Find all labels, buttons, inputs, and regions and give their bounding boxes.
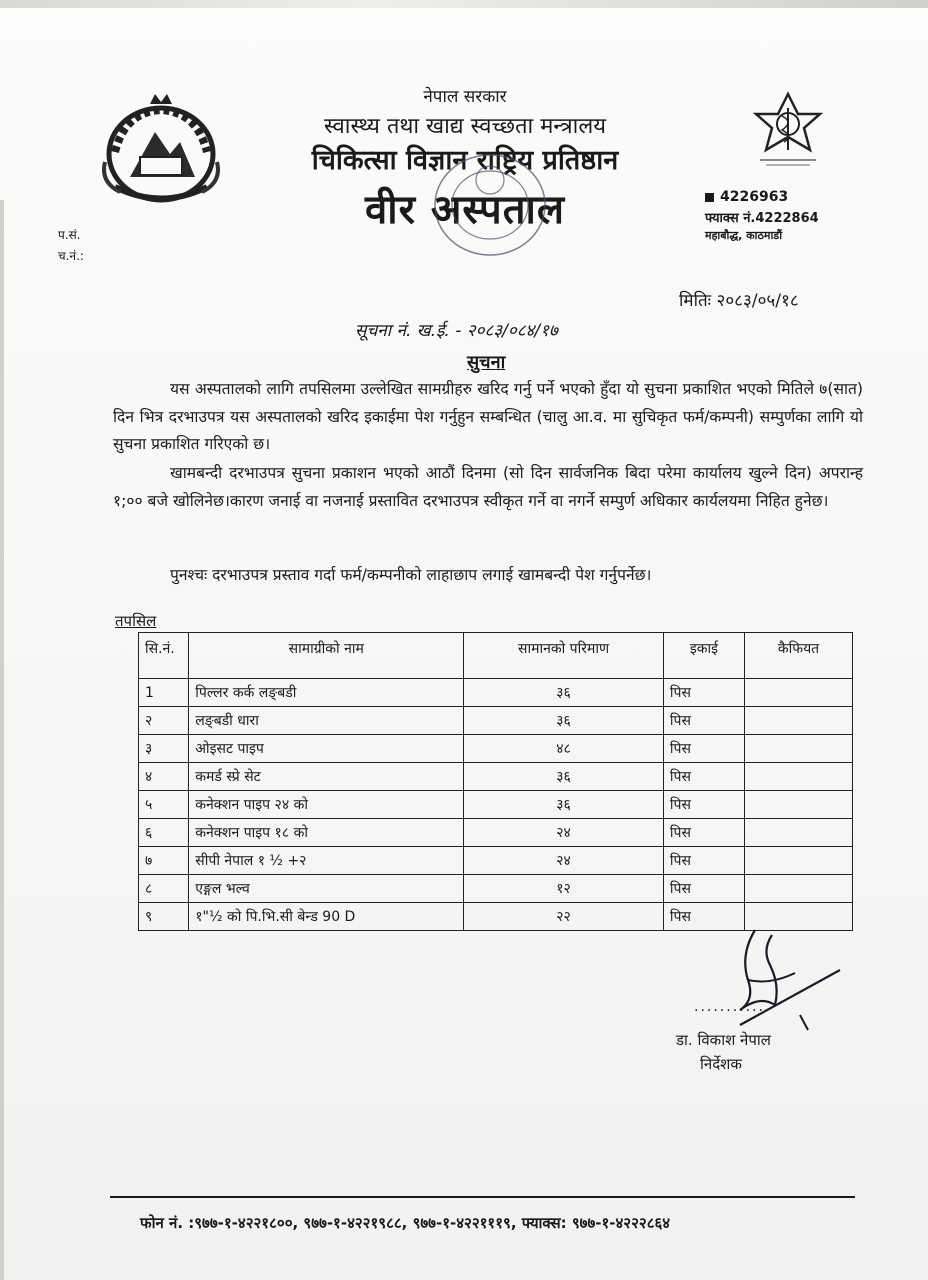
- cell-unit: पिस: [663, 707, 744, 735]
- table-row: [139, 763, 853, 791]
- table-row: [139, 679, 853, 707]
- cell-qty: ३६: [464, 679, 664, 707]
- table-caption: तपसिल: [115, 612, 157, 630]
- cell-unit: पिस: [663, 875, 744, 903]
- table-header-row: [139, 633, 853, 679]
- signatory-title: निर्देशक: [700, 1055, 742, 1073]
- notice-title: सुचना: [467, 352, 506, 373]
- header-ministry: स्वास्थ्य तथा खाद्य स्वच्छता मन्त्रालय: [323, 114, 607, 139]
- notice-number: सूचना नं. ख.ई. - २०८३/०८४/१७: [355, 321, 558, 341]
- scan-edge-top: [0, 0, 928, 8]
- cell-qty: ३६: [464, 707, 664, 735]
- header-unit: इकाई: [663, 633, 744, 679]
- phone-icon: [705, 193, 714, 202]
- office-stamp-icon: [430, 150, 550, 260]
- cell-remark: [745, 763, 853, 791]
- footer-divider: [110, 1196, 855, 1198]
- cell-name: ओइसट पाइप: [189, 735, 464, 763]
- signatory-name: डा. विकाश नेपाल: [676, 1031, 771, 1049]
- cell-name: सीपी नेपाल १ ½ +२: [189, 847, 464, 875]
- footer-contact: फोन नं. :९७७-१-४२२१८००, ९७७-१-४२२१९८८, ९७७-१-४२२१११९, फ्याक्स: ९७७-१-४२२२८६४: [140, 1214, 671, 1232]
- cell-sn: 1: [139, 679, 189, 707]
- paragraph-postscript: पुनश्चः दरभाउपत्र प्रस्ताव गर्दा फर्म/कम्पनीको लाहाछाप लगाई खामबन्दी पेश गर्नुपर्नेछ।: [170, 566, 652, 584]
- contact-phone-number: 4226963: [720, 189, 789, 205]
- paragraph-1: यस अस्पतालको लागि तपसिलमा उल्लेखित सामग्रीहरु खरिद गर्नु पर्ने भएको हुँदा यो सुचना प्रकाशित भएको मितिले ७(सात) दिन भित्र दरभाउपत्र यस अस्पतालको खरिद इकाईमा पेश गर्नुहुन सम्बन्धित (चालु आ.व. मा सुचिकृत फर्म/कम्पनी) सम्पुर्णका लागि यो सुचना प्रकाशित गरिएको छ।: [113, 380, 863, 453]
- scan-edge-left: [0, 200, 4, 1280]
- table-row: [139, 819, 853, 847]
- header-remark: कैफियत: [745, 633, 853, 679]
- cell-qty: ४८: [464, 735, 664, 763]
- cell-name: कनेक्शन पाइप २४ को: [189, 791, 464, 819]
- header-qty: सामानको परिमाण: [464, 633, 664, 679]
- items-table: [138, 632, 853, 931]
- cell-unit: पिस: [663, 791, 744, 819]
- cell-qty: २४: [464, 847, 664, 875]
- table-row: [139, 707, 853, 735]
- reference-chn: च.नं.:: [58, 249, 84, 263]
- cell-remark: [745, 819, 853, 847]
- institute-emblem-icon: [748, 90, 828, 170]
- cell-remark: [745, 875, 853, 903]
- cell-unit: पिस: [663, 763, 744, 791]
- cell-sn: ५: [139, 791, 189, 819]
- table-row: [139, 875, 853, 903]
- letter-date: मितिः २०८३/०५/१८: [679, 291, 799, 311]
- cell-unit: पिस: [663, 847, 744, 875]
- cell-remark: [745, 679, 853, 707]
- reference-ps: प.सं.: [58, 228, 81, 242]
- cell-unit: पिस: [663, 735, 744, 763]
- cell-sn: ३: [139, 735, 189, 763]
- cell-sn: ४: [139, 763, 189, 791]
- cell-name: कमर्ड स्प्रे सेट: [189, 763, 464, 791]
- paragraph-2: खामबन्दी दरभाउपत्र सुचना प्रकाशन भएको आठौं दिनमा (सो दिन सार्वजनिक बिदा परेमा कार्यालय खुल्ने दिन) अपरान्ह १;०० बजे खोलिनेछ।कारण जनाई वा नजनाई प्रस्तावित दरभाउपत्र स्वीकृत गर्ने वा नगर्ने सम्पुर्ण अधिकार कार्यलयमा निहित हुनेछ।: [113, 464, 863, 510]
- cell-sn: २: [139, 707, 189, 735]
- cell-qty: २२: [464, 903, 664, 931]
- header-government: नेपाल सरकार: [423, 87, 507, 107]
- contact-phone: [705, 189, 788, 205]
- nepal-emblem-icon: [95, 92, 230, 212]
- contact-fax: फ्याक्स नं.4222864: [705, 211, 819, 226]
- cell-sn: ७: [139, 847, 189, 875]
- header-sn: सि.नं.: [139, 633, 189, 679]
- cell-name: पिल्लर कर्क लङ्बडी: [189, 679, 464, 707]
- cell-sn: ९: [139, 903, 189, 931]
- table-row: [139, 791, 853, 819]
- cell-remark: [745, 707, 853, 735]
- cell-remark: [745, 791, 853, 819]
- cell-name: लङ्बडी धारा: [189, 707, 464, 735]
- cell-sn: ८: [139, 875, 189, 903]
- table-row: [139, 847, 853, 875]
- cell-name: कनेक्शन पाइप १८ को: [189, 819, 464, 847]
- cell-qty: २४: [464, 819, 664, 847]
- cell-sn: ६: [139, 819, 189, 847]
- cell-remark: [745, 847, 853, 875]
- cell-qty: ३६: [464, 763, 664, 791]
- header-hospital: वीर अस्पताल: [364, 187, 565, 233]
- cell-unit: पिस: [663, 903, 744, 931]
- table-row: [139, 735, 853, 763]
- contact-address: महाबौद्ध, काठमाडौं: [705, 229, 783, 242]
- cell-unit: पिस: [663, 679, 744, 707]
- header-name: सामाग्रीको नाम: [189, 633, 464, 679]
- cell-qty: १२: [464, 875, 664, 903]
- cell-remark: [745, 735, 853, 763]
- cell-name: एङ्गल भल्व: [189, 875, 464, 903]
- cell-unit: पिस: [663, 819, 744, 847]
- header-institution: चिकित्सा विज्ञान राष्ट्रिय प्रतिष्ठान: [311, 145, 619, 176]
- cell-qty: ३६: [464, 791, 664, 819]
- signature-line: ...........: [694, 999, 765, 1015]
- cell-name: १"½ को पि.भि.सी बेन्ड 90 D: [189, 903, 464, 931]
